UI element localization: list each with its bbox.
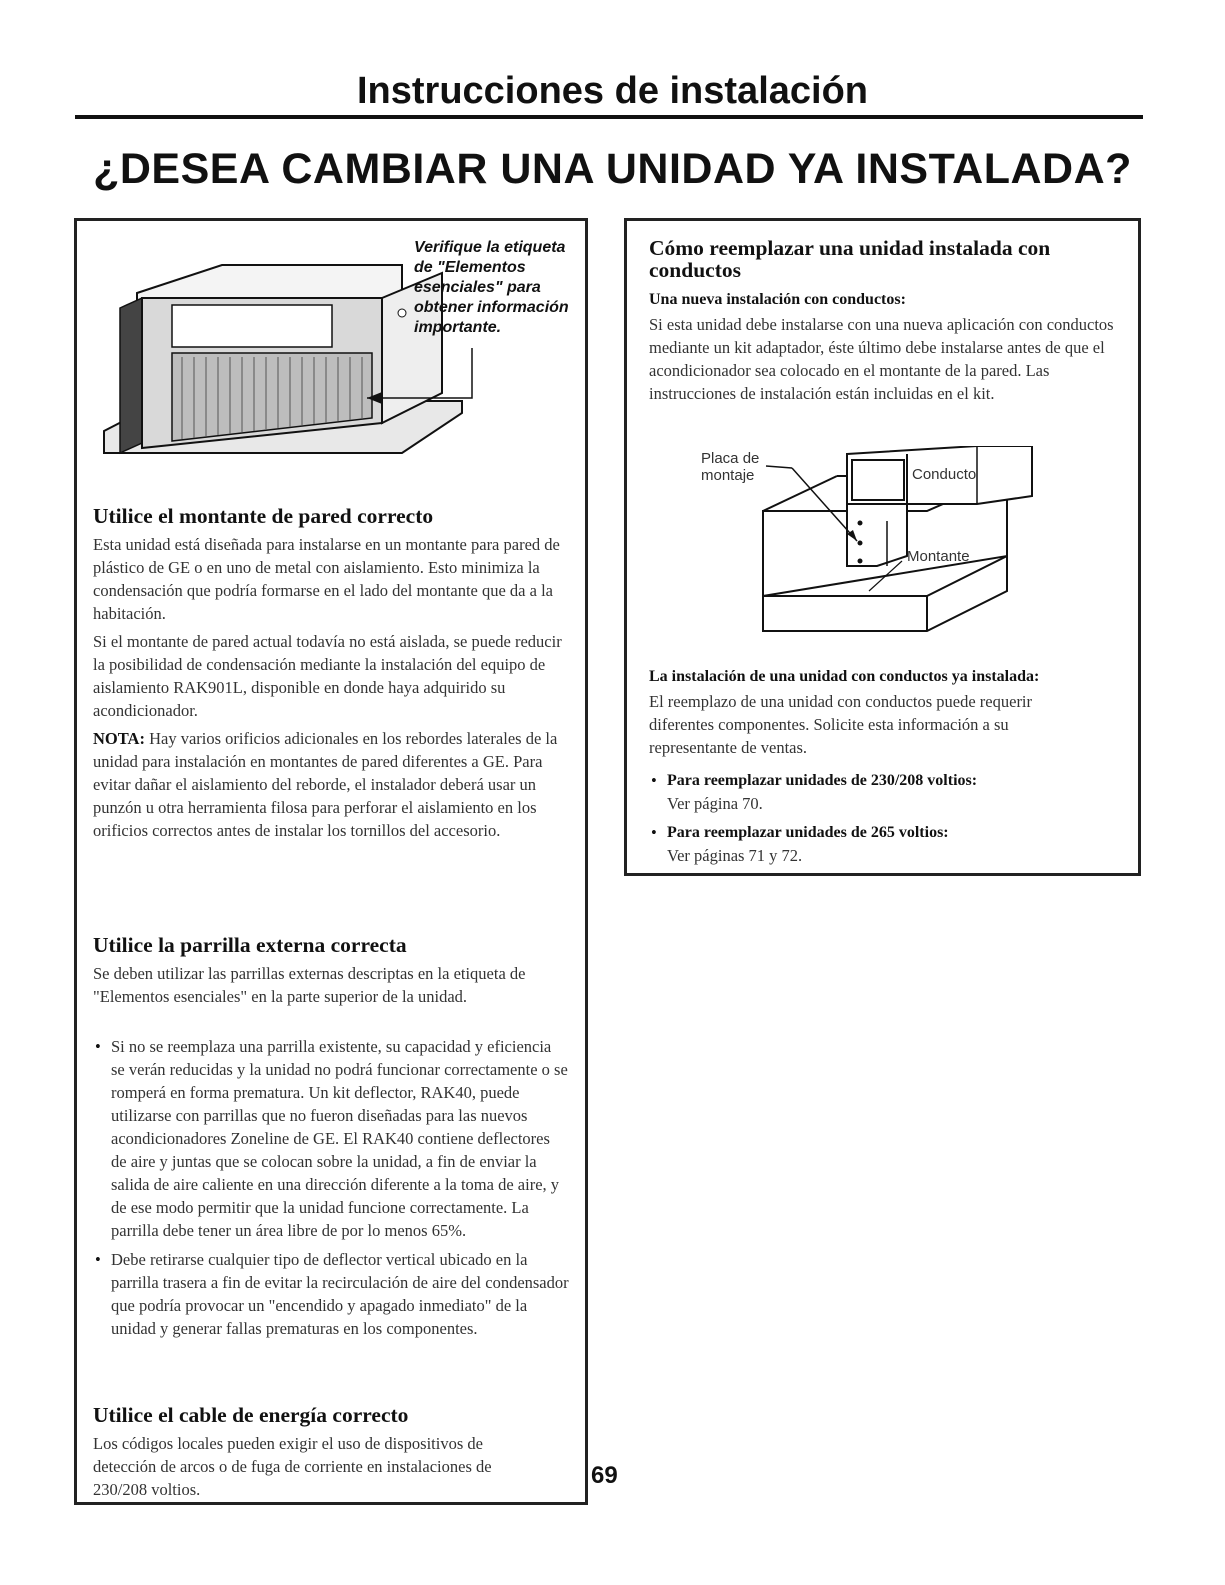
- ducted-replacement-title: Cómo reemplazar una unidad instalada con conductos: [649, 236, 1051, 282]
- bullet-dot: •: [95, 1250, 101, 1269]
- left-panel: [74, 218, 588, 1505]
- power-cord-title: Utilice el cable de energía correcto: [93, 1403, 409, 1427]
- wall-sleeve-body: [93, 533, 563, 847]
- grille-title: Utilice la parrilla externa correcta: [93, 933, 407, 957]
- grille-bullet-2: • Debe retirarse cualquier tipo de deflector vertical ubicado en la parrilla trasera a fin de evitar la recirculación de aire del condensador que podría provocar un "encendido y apagado inmediato" de la unidad y generar fallas prematuras en los componentes.: [95, 1250, 569, 1338]
- existing-install-label: La instalación de una unidad con conductos ya instalada:: [649, 668, 1040, 685]
- bullet-dot: •: [651, 771, 657, 790]
- essentials-label-callout: Verifique la etiqueta de "Elementos esenciales" para obtener información importante.: [414, 239, 569, 336]
- replacement-bullet-230: [649, 769, 1119, 815]
- wall-sleeve-title: Utilice el montante de pared correcto: [93, 504, 434, 528]
- page-number: 69: [591, 1462, 618, 1489]
- bullet-265-heading: Para reemplazar unidades de 265 voltios:: [667, 824, 949, 841]
- existing-install-text: El reemplazo de una unidad con conductos puede requerir diferentes componentes. Solicite esta información a su representante de ventas.: [649, 692, 1033, 757]
- grille-bullets: [93, 1035, 569, 1346]
- replacement-bullet-265: [649, 821, 1119, 867]
- diagram-label-plate-2: montaje: [701, 467, 755, 484]
- new-install-text: Si esta unidad debe instalarse con una nueva aplicación con conductos mediante un kit adaptador, éste último debe instalarse antes de que el acondicionador sea colocado en el montante de la pared. Las instrucciones de instalación están incluidas en el kit.: [649, 315, 1114, 403]
- grille-body: [93, 962, 563, 1013]
- bullet-265-text: Ver páginas 71 y 72.: [667, 846, 803, 865]
- bullet-230-heading: Para reemplazar unidades de 230/208 voltios:: [667, 772, 978, 789]
- bullet-230-text: Ver página 70.: [667, 794, 763, 813]
- wall-sleeve-note: [93, 727, 563, 842]
- new-install-body: [649, 313, 1119, 410]
- replacement-bullets: [649, 769, 1119, 873]
- new-install-label: Una nueva instalación con conductos:: [649, 291, 906, 308]
- power-cord-paragraph-1: Los códigos locales pueden exigir el uso de dispositivos de detección de arcos o de fuga de corriente en instalaciones de 230/208 voltios.: [93, 1434, 492, 1499]
- note-label: NOTA:: [93, 729, 145, 748]
- diagram-label-duct: Conducto: [912, 466, 977, 483]
- header-rule: [75, 115, 1143, 119]
- ducted-installation-diagram: [697, 446, 1057, 641]
- page-header-title: Instrucciones de instalación: [356, 70, 869, 112]
- diagram-label-sleeve: Montante: [907, 548, 970, 565]
- wall-sleeve-paragraph-2: Si el montante de pared actual todavía no está aislada, se puede reducir la posibilidad de condensación mediante la instalación del equipo de aislamiento RAK901L, disponible en donde haya adquirido su acondicionador.: [93, 632, 562, 720]
- right-panel: [624, 218, 1141, 876]
- grille-paragraph-1: Se deben utilizar las parrillas externas descriptas en la etiqueta de "Elementos esenciales" en la parte superior de la unidad.: [93, 964, 526, 1006]
- main-title: ¿DESEA CAMBIAR UNA UNIDAD YA INSTALADA?: [93, 145, 1132, 193]
- power-cord-body: [93, 1432, 533, 1506]
- existing-install-body: [649, 690, 1049, 764]
- note-text: Hay varios orificios adicionales en los rebordes laterales de la unidad para instalación en montantes de pared diferentes a GE. Para evitar dañar el aislamiento del reborde, el instalador deberá usar un punzón u otra herramienta filosa para perforar el aislamiento en los orificios correctos antes de instalar los tornillos del accesorio.: [93, 729, 558, 840]
- bullet-dot: •: [651, 823, 657, 842]
- bullet-dot: •: [95, 1037, 101, 1056]
- grille-bullet-1: • Si no se reemplaza una parrilla existente, su capacidad y eficiencia se verán reducidas y la unidad no podrá funcionar correctamente o se romperá en forma prematura. Un kit deflector, RAK40, puede utilizarse con parrillas que no fueron diseñadas para las nuevos acondicionadores Zoneline de GE. El RAK40 contiene deflectores de aire y juntas que se colocan sobre la unidad, a fin de enviar la salida de aire caliente en una dirección diferente a la toma de aire, y de ese modo permitir que la unidad funcione correctamente. La parrilla debe tener un área libre de por lo menos 65%.: [95, 1037, 568, 1240]
- diagram-label-plate-1: Placa de: [701, 450, 760, 467]
- wall-sleeve-paragraph-1: Esta unidad está diseñada para instalarse en un montante para pared de plástico de GE o en uno de metal con aislamiento. Esto minimiza la condensación que podría formarse en el lado del montante que da a la habitación.: [93, 535, 560, 623]
